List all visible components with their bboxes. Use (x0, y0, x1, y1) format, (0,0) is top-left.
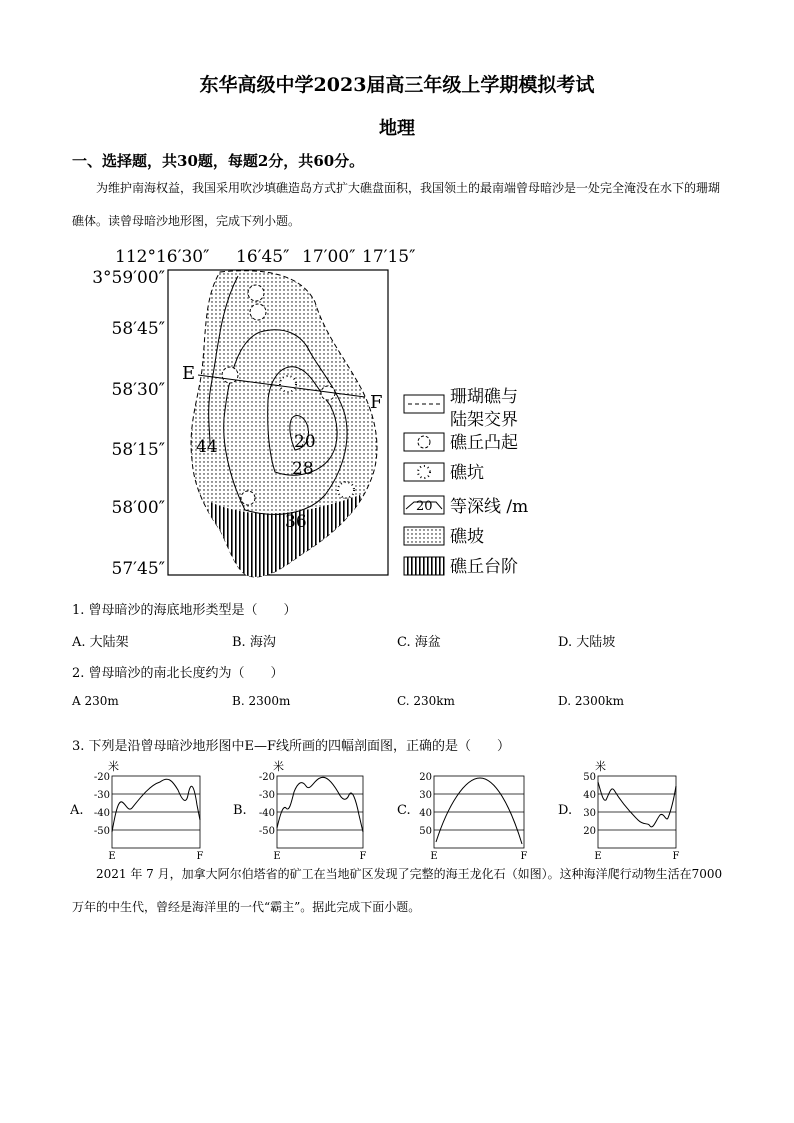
contour-label-28: 28 (292, 459, 314, 479)
profile-option-d (558, 760, 680, 860)
profile-option-label: A. (70, 803, 84, 818)
legend-label: 珊瑚礁与 (450, 387, 518, 407)
question-1-option-a: A. 大陆架 (72, 635, 129, 650)
profile-tick: 20 (419, 772, 432, 783)
dashed-circle-icon (418, 436, 430, 448)
profile-end-label: F (672, 851, 680, 860)
profile-tick: -50 (258, 826, 275, 837)
profile-tick: 30 (583, 808, 596, 819)
exam-title: 东华高级中学2023届高三年级上学期模拟考试 (199, 74, 595, 96)
profile-tick: -50 (93, 826, 110, 837)
point-f-label: F (370, 392, 383, 413)
profile-unit: 米 (108, 760, 119, 773)
profile-tick: -40 (258, 808, 275, 819)
contour-label-44: 44 (196, 437, 218, 457)
question-3-stem: 3. 下列是沿曾母暗沙地形图中E—F线所画的四幅剖面图，正确的是（ ） (72, 739, 511, 754)
latitude-label: 57′45″ (111, 559, 165, 579)
profile-unit: 米 (273, 760, 284, 773)
longitude-label: 17′00″ (302, 247, 356, 267)
profile-option-label: D. (558, 803, 573, 818)
profile-start-label: E (430, 851, 438, 860)
profile-option-label: B. (233, 803, 247, 818)
longitude-label: 112°16′30″ (115, 247, 210, 267)
longitude-label: 16′45″ (236, 247, 290, 267)
latitude-label: 58′15″ (111, 440, 165, 460)
zengmu-reef-map (70, 240, 570, 585)
question-2-option-a: A 230m (72, 694, 119, 708)
legend-label: 礁坡 (450, 527, 484, 547)
profile-tick: 20 (583, 826, 596, 837)
contour-label-36: 36 (285, 512, 307, 532)
dotted-circle-icon (418, 466, 430, 478)
profile-tick: 50 (419, 826, 432, 837)
profile-end-label: F (196, 851, 204, 860)
legend-label: 等深线 /m (450, 497, 529, 517)
question-1-stem: 1. 曾母暗沙的海底地形类型是（ ） (72, 603, 297, 618)
map-legend (404, 387, 528, 577)
question-1-option-d: D. 大陆坡 (558, 635, 616, 650)
contour-label-20: 20 (294, 432, 316, 452)
intro-paragraph: 为维护南海权益，我国采用吹沙填礁造岛方式扩大礁盘面积，我国领土的最南端曾母暗沙是一处完全淹没在水下的珊瑚礁体。读曾母暗沙地形图，完成下列小题。 (72, 181, 721, 228)
legend-label: 礁丘台阶 (450, 557, 518, 577)
legend-contour-value: 20 (416, 499, 433, 514)
legend-label: 礁丘凸起 (450, 433, 518, 453)
profile-tick: -20 (93, 772, 110, 783)
point-e-label: E (182, 363, 196, 384)
profile-tick: -30 (93, 790, 110, 801)
profile-tick: 40 (419, 808, 432, 819)
profile-end-label: F (359, 851, 367, 860)
profile-tick: -40 (93, 808, 110, 819)
question-2-option-b: B. 2300m (232, 694, 291, 708)
closing-paragraph: 2021 年 7 月，加拿大阿尔伯塔省的矿工在当地矿区发现了完整的海王龙化石（如图）。这种海洋爬行动物生活在7000万年的中生代，曾经是海洋里的一代“霸主”。据此完成下面小题。 (72, 867, 723, 914)
profile-tick: -30 (258, 790, 275, 801)
profile-tick: -20 (258, 772, 275, 783)
vertical-hatch-icon (404, 557, 444, 575)
latitude-label: 58′00″ (111, 498, 165, 518)
profile-start-label: E (108, 851, 116, 860)
legend-label: 礁坑 (450, 463, 484, 483)
section-heading: 一、选择题，共30题，每题2分，共60分。 (72, 152, 365, 170)
subject-title: 地理 (379, 118, 415, 139)
latitude-label: 3°59′00″ (92, 268, 165, 288)
profile-option-a (70, 760, 204, 860)
profile-start-label: E (594, 851, 602, 860)
profile-tick: 30 (419, 790, 432, 801)
profile-option-b (233, 760, 367, 860)
profile-unit: 米 (595, 760, 606, 773)
question-2-option-c: C. 230km (397, 694, 455, 708)
profile-options (70, 760, 690, 860)
profile-option-c (397, 772, 528, 860)
question-1-option-b: B. 海沟 (232, 635, 276, 650)
profile-tick: 50 (583, 772, 596, 783)
question-2-stem: 2. 曾母暗沙的南北长度约为（ ） (72, 666, 284, 681)
latitude-label: 58′30″ (111, 380, 165, 400)
dotted-fill-icon (404, 527, 444, 545)
question-2-option-d: D. 2300km (558, 694, 625, 708)
profile-start-label: E (273, 851, 281, 860)
longitude-label: 17′15″ (362, 247, 416, 267)
profile-end-label: F (520, 851, 528, 860)
profile-tick: 40 (583, 790, 596, 801)
profile-option-label: C. (397, 803, 411, 818)
latitude-label: 58′45″ (111, 319, 165, 339)
legend-label: 陆架交界 (450, 410, 518, 430)
question-1-option-c: C. 海盆 (397, 635, 441, 650)
